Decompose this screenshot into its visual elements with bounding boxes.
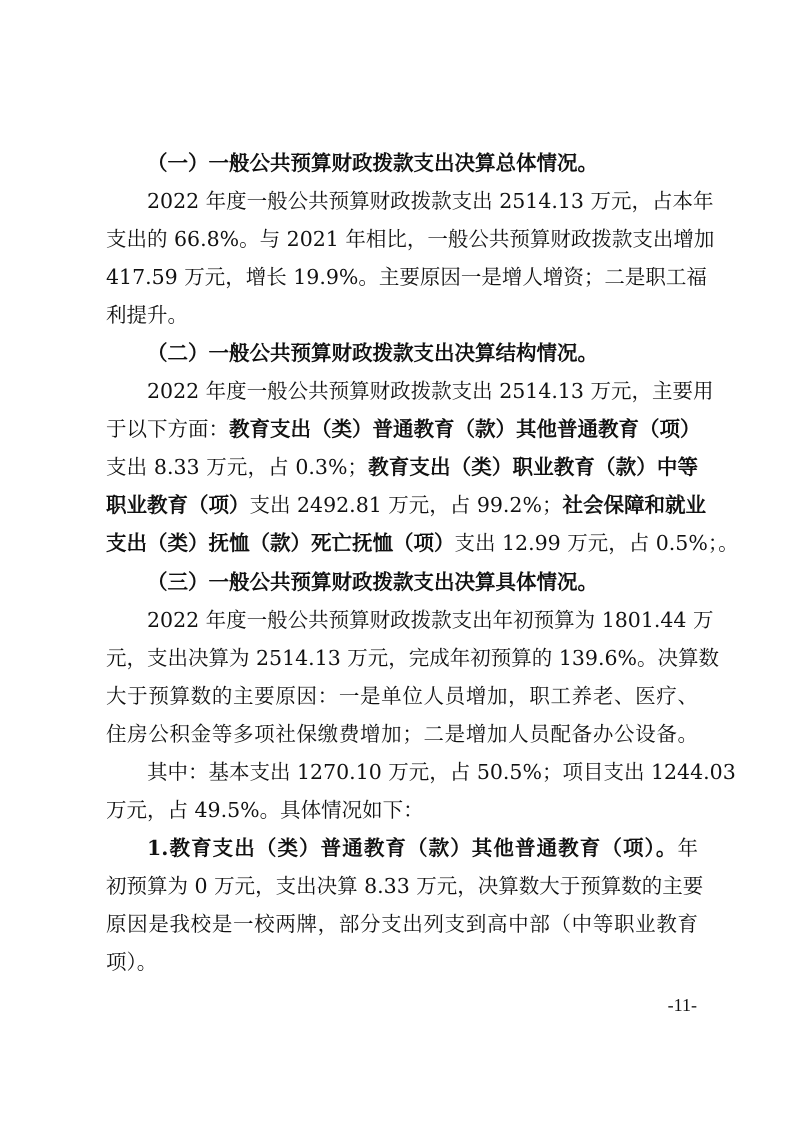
body-text: 2022 年度一般公共预算财政拨款支出 2514.13 万元，主要用 [147,379,714,404]
body-text: 利提升。 [106,303,188,328]
text-line [106,753,736,791]
text-line [106,448,698,486]
bold-text: 教育支出（类）职业教育（款）中等 [367,455,698,480]
body-text: 支出 2492.81 万元，占 99.2%； [249,493,563,518]
text-line [106,182,714,220]
bold-text: 教育支出（类）普通教育（款）其他普通教育（项） [229,417,701,442]
text-line [106,677,698,715]
text-line [106,829,698,867]
text-line [106,639,719,677]
body-text: 原因是我校是一校两牌，部分支出列支到高中部（中等职业教育 [106,911,698,936]
text-line [106,258,707,296]
bold-text: 职业教育（项） [106,493,250,518]
body-text: 支出 12.99 万元，占 0.5%；。 [454,531,739,556]
body-text: 支出 8.33 万元，占 0.3%； [106,455,368,480]
body-text: 年 [677,835,698,860]
text-line [106,296,698,334]
text-line [106,905,698,943]
body-text: 2022 年度一般公共预算财政拨款支出 2514.13 万元，占本年 [147,189,714,214]
text-line [106,563,698,601]
bold-text: 社会保障和就业 [562,493,706,518]
text-line [106,372,714,410]
body-text: 大于预算数的主要原因：一是单位人员增加，职工养老、医疗、 [106,683,698,708]
bold-text: （一）一般公共预算财政拨款支出决算总体情况。 [147,151,598,175]
text-line [106,867,704,905]
bold-text: （三）一般公共预算财政拨款支出决算具体情况。 [147,569,598,594]
text-line [106,943,698,981]
document-body [106,144,739,981]
body-text: 支出的 66.8%。与 2021 年相比，一般公共预算财政拨款支出增加 [106,227,715,252]
text-line [106,715,698,753]
body-text: 2022 年度一般公共预算财政拨款支出年初预算为 1801.44 万 [147,607,714,632]
bold-text: 1.教育支出（类）普通教育（款）其他普通教育（项）。 [147,835,678,860]
body-text: 万元，占 49.5%。具体情况如下： [106,797,424,822]
text-line [106,334,698,372]
text-line [106,410,701,448]
text-line [106,601,714,639]
text-line [106,524,739,562]
body-text: 初预算为 0 万元，支出决算 8.33 万元，决算数大于预算数的主要 [106,873,704,898]
body-text: 其中：基本支出 1270.10 万元，占 50.5%；项目支出 1244.03 [147,759,736,784]
text-line [106,486,706,524]
text-line [106,144,698,182]
body-text: 项）。 [106,949,158,974]
text-line [106,220,715,258]
body-text: 元，支出决算为 2514.13 万元，完成年初预算的 139.6%。决算数 [106,645,719,670]
bold-text: （二）一般公共预算财政拨款支出决算结构情况。 [147,341,598,366]
body-text: 于以下方面： [106,417,229,442]
text-line [106,791,698,829]
body-text: 住房公积金等多项社保缴费增加；二是增加人员配备办公设备。 [106,721,698,746]
page-number: -11- [667,995,697,1015]
bold-text: 支出（类）抚恤（款）死亡抚恤（项） [106,531,455,556]
body-text: 417.59 万元，增长 19.9%。主要原因一是增人增资；二是职工福 [106,265,707,290]
